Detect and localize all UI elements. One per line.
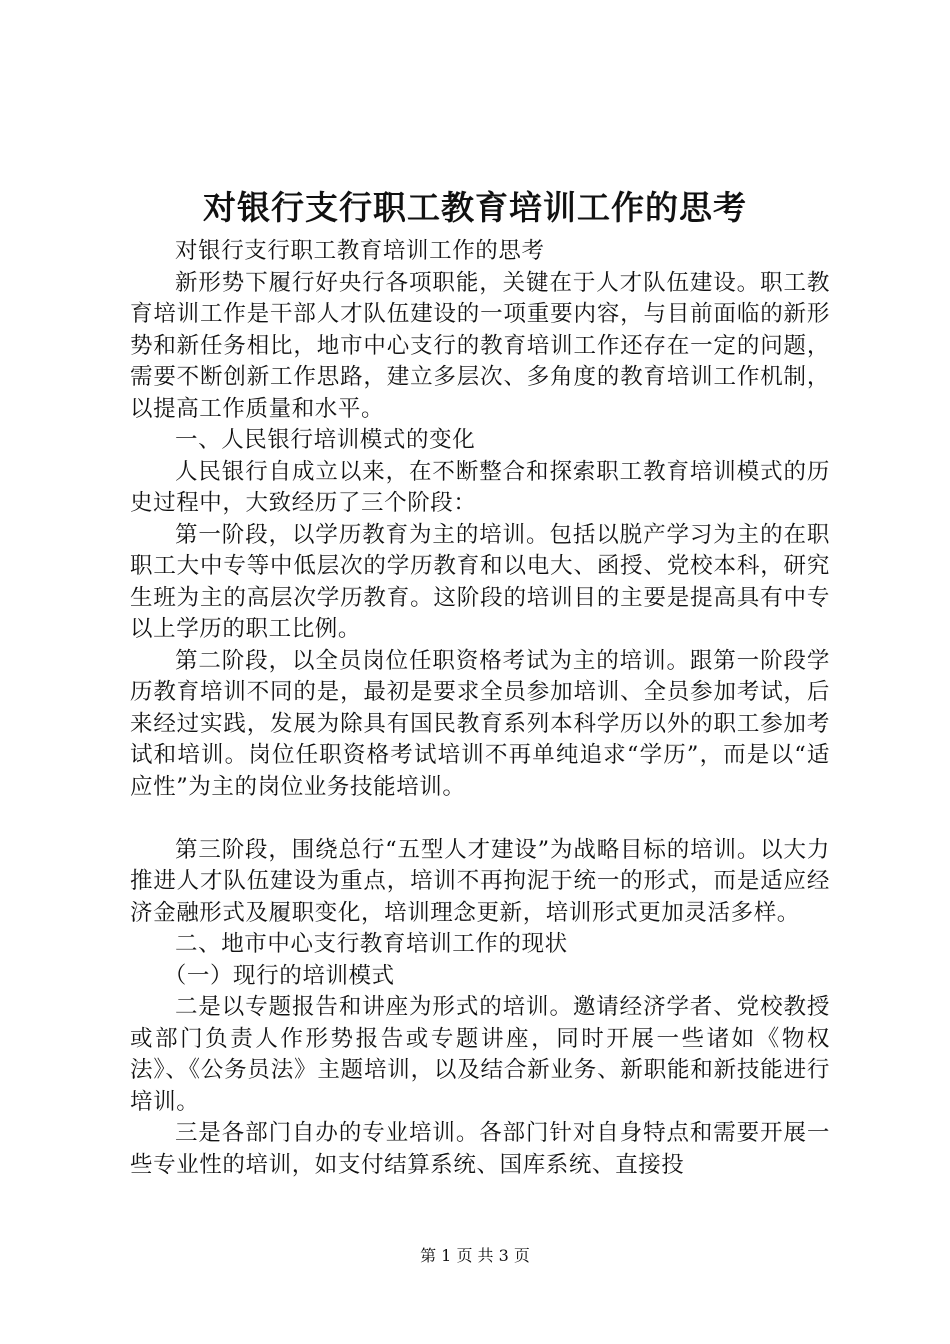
body-paragraph: 人民银行自成立以来，在不断整合和探索职工教育培训模式的历史过程中，大致经历了三个阶段：: [130, 458, 830, 516]
body-paragraph: 第一阶段，以学历教育为主的培训。包括以脱产学习为主的在职职工大中专等中低层次的学历教育和以电大、函授、党校本科，研究生班为主的高层次学历教育。这阶段的培训目的主要是提高具有中专以上学历的职工比例。: [130, 521, 830, 642]
body-paragraph: 新形势下履行好央行各项职能，关键在于人才队伍建设。职工教育培训工作是干部人才队伍建设的一项重要内容，与目前面临的新形势和新任务相比，地市中心支行的教育培训工作还存在一定的问题，需要不断创新工作思路，建立多层次、多角度的教育培训工作机制，以提高工作质量和水平。: [130, 269, 830, 422]
body-paragraph: 三是各部门自办的专业培训。各部门针对自身特点和需要开展一些专业性的培训，如支付结算系统、国库系统、直接投: [130, 1120, 830, 1178]
body-paragraph: 第三阶段，围绕总行“五型人才建设”为战略目标的培训。以大力推进人才队伍建设为重点，培训不再拘泥于统一的形式，而是适应经济金融形式及履职变化，培训理念更新，培训形式更加灵活多样。: [130, 836, 830, 926]
body-paragraph: 第二阶段，以全员岗位任职资格考试为主的培训。跟第一阶段学历教育培训不同的是，最初是要求全员参加培训、全员参加考试，后来经过实践，发展为除具有国民教育系列本科学历以外的职工参加考试和培训。岗位任职资格考试培训不再单纯追求“学历”，而是以“适应性”为主的岗位业务技能培训。: [130, 647, 830, 800]
document-body: [130, 236, 830, 1181]
section-heading: 二、地市中心支行教育培训工作的现状: [175, 931, 568, 957]
body-paragraph: 对银行支行职工教育培训工作的思考: [175, 238, 545, 264]
subsection-heading: （一）现行的培训模式: [163, 962, 395, 989]
body-paragraph: 二是以专题报告和讲座为形式的培训。邀请经济学者、党校教授或部门负责人作形势报告或专题讲座，同时开展一些诸如《物权法》、《公务员法》主题培训，以及结合新业务、新职能和新技能进行培训。: [130, 994, 830, 1115]
section-heading: 一、人民银行培训模式的变化: [175, 427, 476, 453]
document-title: 对银行支行职工教育培训工作的思考: [203, 188, 747, 227]
page-footer: 第 1 页 共 3 页: [420, 1246, 530, 1265]
